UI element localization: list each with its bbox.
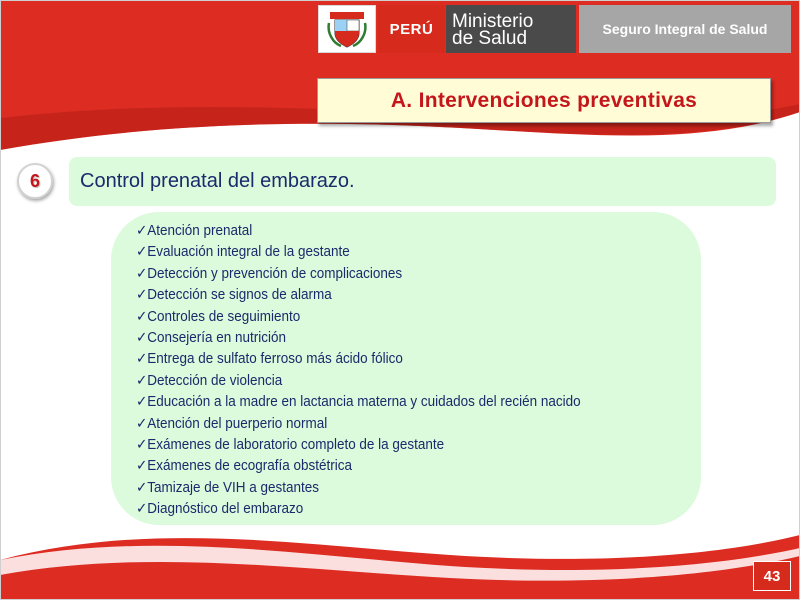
- topic-title: Control prenatal del embarazo.: [69, 157, 776, 206]
- check-icon: ✓: [136, 265, 148, 282]
- list-item-text: Atención prenatal: [147, 223, 253, 239]
- peru-coat-of-arms-icon: [327, 9, 367, 49]
- list-item: [136, 307, 661, 328]
- topic-number: 6: [29, 170, 40, 191]
- list-item-text: Evaluación integral de la gestante: [147, 244, 350, 261]
- check-icon: ✓: [136, 351, 148, 368]
- check-icon: ✓: [136, 501, 148, 518]
- list-item: [136, 456, 661, 477]
- list-item-text: Detección se signos de alarma: [147, 287, 332, 304]
- list-item-text: Exámenes de laboratorio completo de la gestante: [147, 437, 445, 454]
- list-item: [136, 285, 661, 306]
- list-item: [136, 242, 661, 263]
- check-icon: ✓: [136, 308, 148, 325]
- list-item: [136, 435, 661, 456]
- check-icon: ✓: [136, 287, 148, 304]
- list-item-text: Diagnóstico del embarazo: [147, 501, 304, 518]
- interventions-list: [136, 221, 701, 521]
- list-item-text: Atención del puerperio normal: [147, 415, 328, 432]
- list-item: [136, 499, 661, 520]
- list-item-text: Detección y prevención de complicaciones: [147, 265, 403, 282]
- check-icon: ✓: [136, 330, 148, 347]
- topic-number-badge: [17, 163, 53, 199]
- section-title: A. Intervenciones preventivas: [317, 78, 771, 123]
- page-number: 43: [753, 561, 791, 591]
- list-item-text: Detección de violencia: [147, 372, 283, 389]
- check-icon: ✓: [136, 415, 148, 432]
- list-item-text: Entrega de sulfato ferroso más ácido fólico: [147, 351, 403, 368]
- header-logos: [318, 5, 791, 53]
- list-item-text: Consejería en nutrición: [147, 330, 286, 347]
- check-icon: ✓: [136, 244, 148, 261]
- list-item: [136, 478, 661, 499]
- seguro-integral-label: Seguro Integral de Salud: [579, 5, 791, 53]
- list-item: [136, 349, 661, 370]
- list-item-text: Exámenes de ecografía obstétrica: [147, 458, 352, 475]
- list-item: [136, 371, 661, 392]
- list-item: [136, 264, 661, 285]
- check-icon: ✓: [136, 394, 148, 411]
- list-item-text: Tamizaje de VIH a gestantes: [147, 479, 319, 496]
- check-icon: ✓: [136, 479, 148, 496]
- ministerio-de-salud-logo: [446, 5, 576, 53]
- check-icon: ✓: [136, 437, 148, 454]
- check-icon: ✓: [136, 223, 148, 239]
- list-item: [136, 328, 661, 349]
- peru-label: PERÚ: [378, 5, 445, 53]
- list-item-text: Educación a la madre en lactancia materna y cuidados del recién nacido: [147, 394, 581, 411]
- ministry-line-2: de Salud: [452, 28, 528, 49]
- list-item: [136, 221, 661, 242]
- check-icon: ✓: [136, 458, 148, 475]
- check-icon: ✓: [136, 372, 148, 389]
- crest-box: [318, 5, 376, 53]
- list-item: [136, 392, 661, 413]
- list-item-text: Controles de seguimiento: [147, 308, 301, 325]
- ministry-line-1: Ministerio: [452, 11, 534, 32]
- interventions-list-panel: [111, 212, 701, 525]
- list-item: [136, 414, 661, 435]
